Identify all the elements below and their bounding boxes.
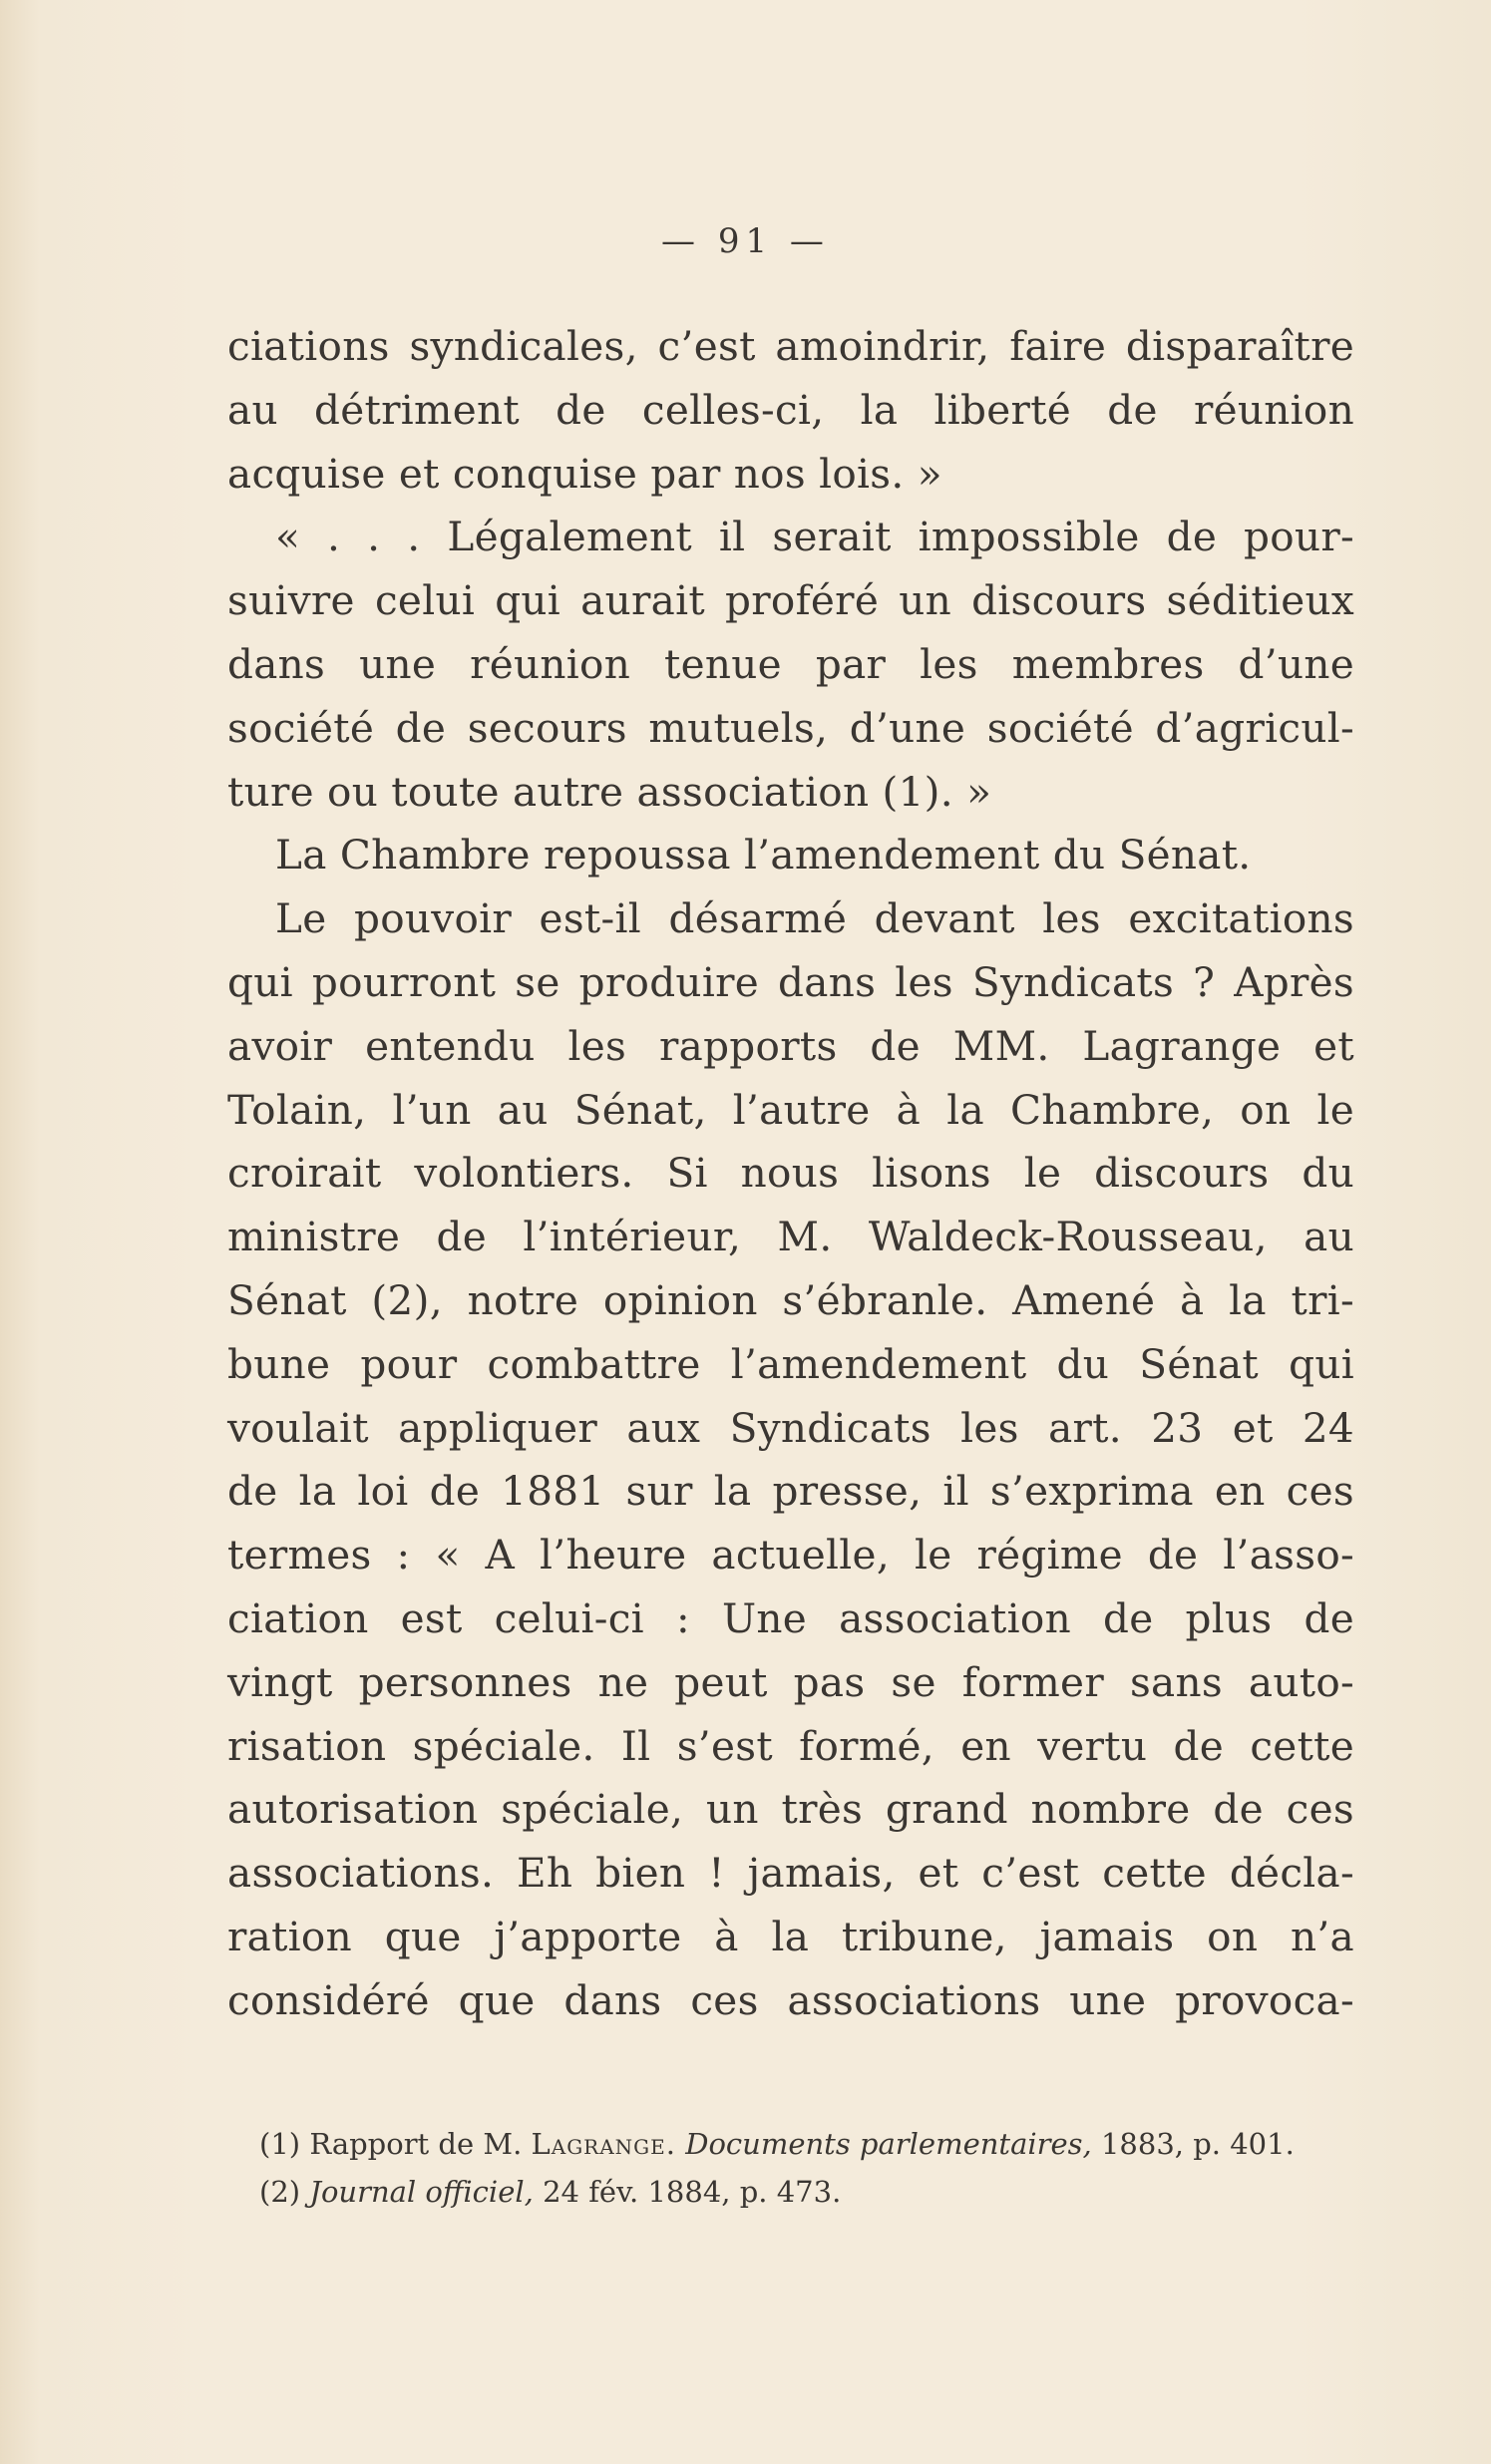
text-line: risation spéciale. Il s’est formé, en vertu de cette — [227, 1721, 1354, 1770]
footnote-2-title: Journal officiel, — [309, 2175, 534, 2209]
text-line: société de secours mutuels, d’une société d’agricul- — [227, 703, 1354, 752]
text-line: Sénat (2), notre opinion s’ébranle. Amené à la tri- — [227, 1275, 1354, 1324]
footnote-1 — [259, 2120, 1356, 2168]
footnote-1-prefix: Rapport de M. — [309, 2127, 523, 2161]
text-line: Tolain, l’un au Sénat, l’autre à la Chambre, on le — [227, 1085, 1354, 1134]
page-number: — 91 — — [661, 221, 830, 261]
text-line: ministre de l’intérieur, M. Waldeck-Rousseau, au — [227, 1213, 1354, 1261]
text-line: « . . . Légalement il serait impossible de pour- — [275, 513, 1354, 561]
text-line: ture ou toute autre association (1). » — [227, 767, 992, 816]
text-line: qui pourront se produire dans les Syndicats ? Après — [227, 957, 1354, 1006]
text-line: vingt personnes ne peut pas se former sans auto- — [227, 1657, 1354, 1706]
footnote-2 — [259, 2168, 1356, 2216]
text-line: au détriment de celles-ci, la liberté de réunion — [227, 385, 1354, 434]
text-line: de la loi de 1881 sur la presse, il s’exprima en ces — [227, 1467, 1354, 1516]
text-line: ration que j’apporte à la tribune, jamais on n’a — [227, 1912, 1354, 1960]
text-line: ciations syndicales, c’est amoindrir, faire disparaître — [227, 322, 1354, 370]
text-line: ciation est celui-ci : Une association de plus de — [227, 1593, 1354, 1642]
body-text — [227, 315, 1354, 2033]
footnotes — [259, 2120, 1356, 2216]
text-line: acquise et conquise par nos lois. » — [227, 449, 942, 498]
footnote-1-mark: (1) — [259, 2127, 301, 2161]
text-line: bune pour combattre l’amendement du Sénat qui — [227, 1339, 1354, 1388]
text-line: La Chambre repoussa l’amendement du Sénat. — [275, 831, 1252, 880]
text-line: considéré que dans ces associations une provoca- — [227, 1975, 1354, 2024]
text-line: dans une réunion tenue par les membres d’une — [227, 639, 1354, 688]
footnote-2-suffix: 24 fév. 1884, p. 473. — [543, 2175, 842, 2209]
footnote-1-title: Documents parlementaires, — [685, 2127, 1092, 2161]
text-line: suivre celui qui aurait proféré un discours séditieux — [227, 576, 1354, 625]
text-line: Le pouvoir est-il désarmé devant les excitations — [275, 894, 1354, 943]
footnote-2-mark: (2) — [259, 2175, 301, 2209]
footnote-1-suffix: 1883, p. 401. — [1100, 2127, 1295, 2161]
text-line: associations. Eh bien ! jamais, et c’est cette décla- — [227, 1849, 1354, 1898]
footnote-1-author: Lagrange. — [531, 2127, 676, 2161]
text-line: autorisation spéciale, un très grand nombre de ces — [227, 1785, 1354, 1834]
text-line: croirait volontiers. Si nous lisons le discours du — [227, 1149, 1354, 1198]
text-line: termes : « A l’heure actuelle, le régime de l’asso- — [227, 1531, 1354, 1580]
text-line: voulait appliquer aux Syndicats les art. 23 et 24 — [227, 1403, 1354, 1452]
text-line: avoir entendu les rapports de MM. Lagrange et — [227, 1021, 1354, 1070]
